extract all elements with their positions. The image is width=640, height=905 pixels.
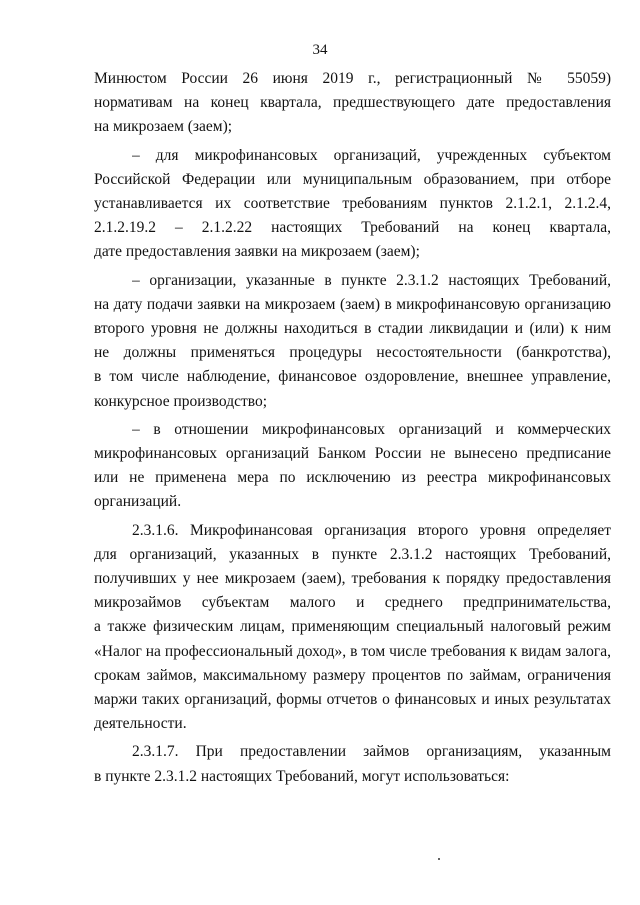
text-line: для организаций, указанных в пункте 2.3.1.2 настоящих Требований, [94, 545, 611, 563]
text-line: на дату подачи заявки на микрозаем (заем) в микрофинансовую организацию [94, 295, 611, 313]
text-line: 2.3.1.6. Микрофинансовая организация второго уровня определяет [132, 521, 611, 539]
text-line: 2.1.2.19.2 – 2.1.2.22 настоящих Требований на конец квартала, [94, 219, 611, 237]
page-number: 34 [312, 42, 328, 58]
text-line: в пункте 2.3.1.2 настоящих Требований, могут использоваться: [94, 767, 510, 785]
text-line: на микрозаем (заем); [94, 118, 233, 136]
text-line: 2.3.1.7. При предоставлении займов организациям, указанным [132, 743, 611, 761]
text-line: нормативам на конец квартала, предшествующего дате предоставления [94, 94, 611, 112]
text-line: микрозаймов субъектам малого и среднего предпринимательства, [94, 594, 611, 612]
text-line: в том числе наблюдение, финансовое оздоровление, внешнее управление, [94, 368, 611, 386]
text-line: маржи таких организаций, формы отчетов о финансовых и иных результатах [94, 691, 611, 708]
text-line: а также физическим лицам, применяющим специальный налоговый режим [94, 618, 611, 636]
text-line: микрофинансовых организаций Банком России не вынесено предписание [94, 445, 611, 462]
text-line: – в отношении микрофинансовых организаций и коммерческих [132, 420, 611, 438]
scan-speck [438, 858, 440, 860]
text-line: «Налог на профессиональный доход», в том числе требования к видам залога, [94, 642, 611, 660]
text-line: деятельности. [94, 715, 187, 733]
text-line: срокам займов, максимальному размеру процентов по займам, ограничения [94, 666, 611, 684]
text-line: устанавливается их соответствие требованиям пунктов 2.1.2.1, 2.1.2.4, [94, 195, 611, 212]
text-line: Российской Федерации или муниципальным образованием, при отборе [94, 170, 611, 188]
text-line: или не применена мера по исключению из реестра микрофинансовых [94, 469, 611, 487]
text-line: не должны применяться процедуры несостоятельности (банкротства), [94, 344, 611, 362]
text-line: конкурсное производство; [94, 392, 268, 410]
text-line: – для микрофинансовых организаций, учрежденных субъектом [132, 146, 611, 164]
text-line: – организации, указанные в пункте 2.3.1.2 настоящих Требований, [132, 271, 611, 289]
text-line: получивших у нее микрозаем (заем), требования к порядку предоставления [94, 570, 611, 587]
text-line: организаций. [94, 493, 182, 511]
text-line: второго уровня не должны находиться в стадии ликвидации и (или) к ним [94, 320, 611, 337]
text-line: дате предоставления заявки на микрозаем (заем); [94, 243, 420, 261]
text-line: Минюстом России 26 июня 2019 г., регистрационный № 55059) [94, 70, 611, 87]
